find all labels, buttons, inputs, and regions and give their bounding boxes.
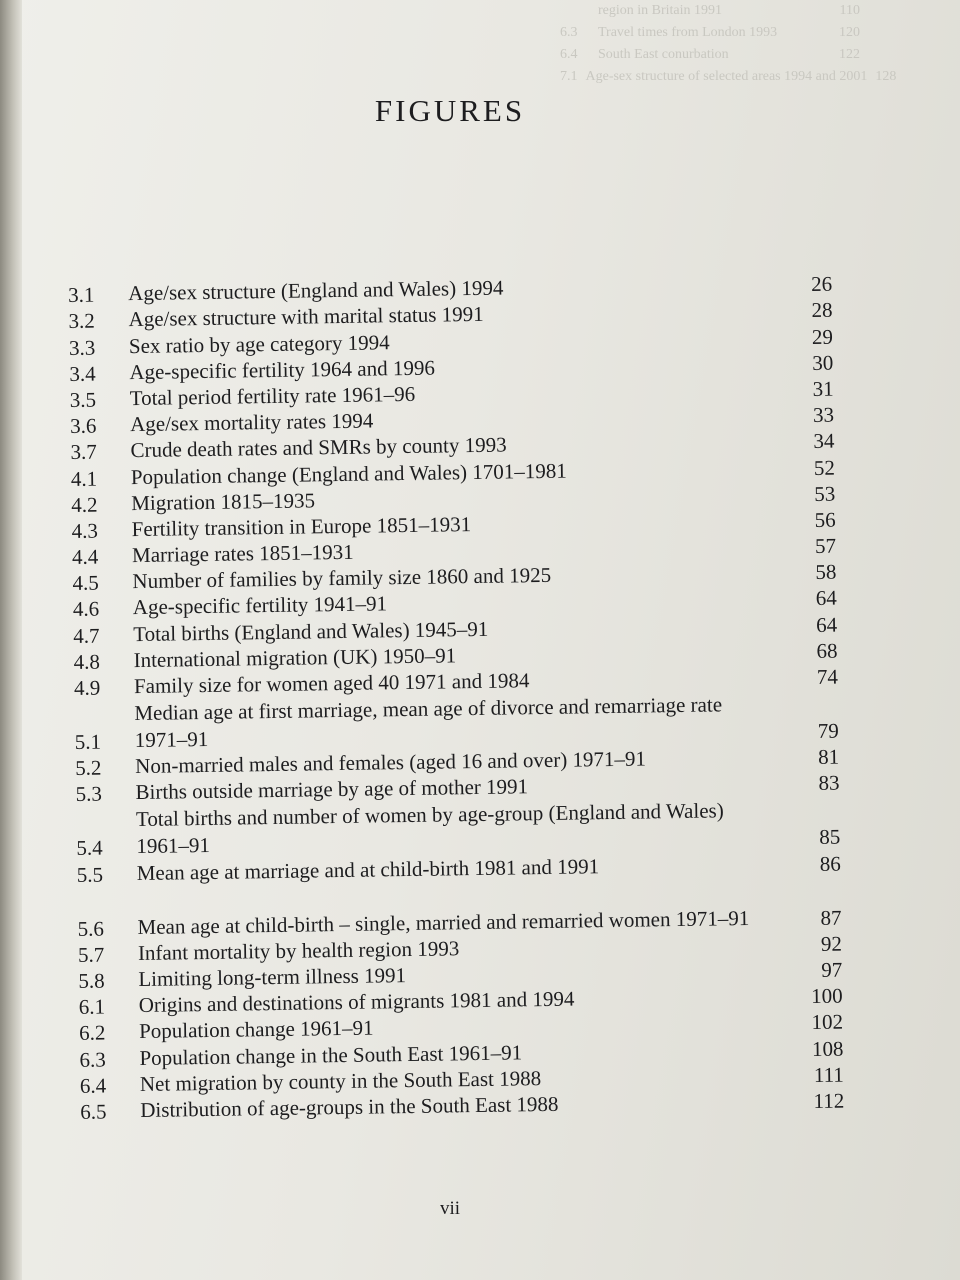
figure-page: 26: [810, 271, 833, 297]
book-gutter: [0, 0, 22, 1280]
bleed-number: 6.3: [560, 25, 578, 40]
figure-page: 81: [817, 744, 840, 770]
figure-title: Non-married males and females (aged 16 and over) 1971–91: [135, 746, 647, 779]
bleed-title: South East conurbation: [598, 47, 729, 62]
figure-title: Total period fertility rate 1961–96: [129, 381, 416, 411]
figure-title: Migration 1815–1935: [131, 488, 316, 515]
figure-number: 4.3: [71, 518, 99, 543]
figure-title: Sex ratio by age category 1994: [128, 329, 390, 358]
figure-number: 3.6: [69, 413, 97, 439]
figure-number: 6.3: [79, 1047, 106, 1072]
figure-page: 87: [820, 905, 842, 930]
figure-number: 3.3: [68, 335, 96, 360]
bleed-number: 7.1: [560, 69, 578, 84]
bleed-title: Age-sex structure of selected areas 1994 and 2001: [585, 69, 868, 84]
figure-page: 92: [820, 931, 843, 956]
figure-title: Age-specific fertility 1964 and 1996: [129, 355, 436, 384]
figure-number: 5.5: [76, 862, 104, 887]
figure-page: 102: [811, 1009, 844, 1035]
figure-page: 68: [816, 638, 838, 663]
figure-title: Distribution of age-groups in the South East 1988: [140, 1091, 559, 1122]
figure-title: Population change (England and Wales) 1701–1981: [130, 458, 567, 489]
bleed-page: 128: [875, 69, 897, 84]
figure-page: 83: [818, 770, 840, 796]
figure-title: Family size for women aged 40 1971 and 1984: [133, 668, 530, 699]
bleed-row: [560, 0, 860, 22]
figure-page: 29: [811, 324, 834, 349]
figure-page: 52: [813, 455, 836, 480]
figure-page: 100: [810, 983, 843, 1009]
figure-title: Mean age at marriage and at child-birth 1981 and 1991: [136, 853, 600, 885]
figure-number: 6.2: [78, 1020, 106, 1046]
figure-title: International migration (UK) 1950–91: [133, 643, 457, 672]
figure-number: 3.5: [69, 387, 97, 412]
figure-page: 64: [815, 612, 838, 637]
figure-title: Age/sex mortality rates 1994: [129, 408, 374, 437]
figure-number: 5.2: [75, 755, 102, 781]
figure-title: Births outside marriage by age of mother 1991: [135, 774, 529, 805]
figure-number: 4.7: [73, 623, 100, 648]
bleed-page: 110: [839, 3, 860, 18]
bleed-title: Travel times from London 1993: [598, 25, 778, 40]
figure-title: Infant mortality by health region 1993: [137, 936, 460, 965]
figure-number: 4.1: [70, 466, 98, 491]
figure-title: Mean age at child-birth – single, married and remarried women 1971–91: [137, 905, 750, 939]
figure-page: 28: [811, 298, 833, 323]
figure-title: Median age at first marriage, mean age of divorce and remarriage rate 1971–91: [134, 692, 723, 753]
figure-title: Age-specific fertility 1941–91: [132, 591, 388, 620]
figure-list: [68, 271, 850, 1125]
bleed-row: [560, 66, 897, 88]
figure-title: Origins and destinations of migrants 1981 and 1994: [138, 986, 575, 1018]
bleed-page: 122: [839, 47, 860, 62]
bleed-row: [560, 44, 860, 66]
figure-page: 86: [819, 851, 841, 876]
figure-number: 4.8: [73, 649, 101, 674]
figure-title: Number of families by family size 1860 and 1925: [132, 563, 552, 594]
bleed-title: region in Britain 1991: [598, 3, 723, 18]
page-number: vii: [439, 1198, 461, 1219]
figure-page: 31: [812, 376, 834, 401]
figure-page: 111: [813, 1062, 845, 1087]
figure-page: 112: [813, 1088, 845, 1113]
figure-title: Limiting long-term illness 1991: [138, 963, 407, 991]
page-heading: FIGURES: [374, 92, 526, 128]
figure-title: Marriage rates 1851–1931: [131, 539, 354, 568]
figure-title: Total births and number of women by age-group (England and Wales) 1961–91: [135, 798, 724, 859]
figure-number: 5.6: [77, 916, 105, 941]
figure-title: Total births (England and Wales) 1945–91: [133, 616, 489, 646]
figure-title: Population change 1961–91: [138, 1015, 374, 1044]
bleed-number: [560, 0, 590, 22]
figure-page: 85: [819, 824, 841, 850]
figure-page: 33: [812, 402, 835, 428]
figure-title: Age/sex structure with marital status 1991: [128, 302, 484, 332]
figure-number: 5.7: [77, 942, 105, 967]
figure-number: 6.5: [80, 1099, 107, 1124]
figure-number: 4.2: [71, 492, 98, 517]
figure-page: 56: [814, 507, 836, 532]
figure-number: 5.8: [78, 968, 105, 993]
bleed-number: 6.4: [560, 47, 578, 62]
figure-number: 5.3: [75, 781, 103, 807]
figure-page: 79: [817, 718, 839, 743]
figure-number: 3.7: [70, 439, 97, 465]
bleed-row: [560, 22, 860, 44]
figure-page: 53: [814, 481, 836, 506]
figure-number: 6.1: [78, 994, 106, 1020]
figure-number: 3.4: [69, 361, 96, 386]
figure-title: Population change in the South East 1961–91: [139, 1039, 523, 1070]
figure-page: 30: [812, 350, 834, 375]
figure-number: 6.4: [79, 1073, 107, 1098]
figure-number: 4.5: [72, 570, 99, 596]
figure-page: 64: [815, 586, 837, 611]
figure-page: 74: [816, 664, 839, 689]
figure-page: 57: [814, 533, 837, 559]
figure-page: 108: [811, 1036, 844, 1061]
bleed-page: 120: [839, 25, 860, 40]
figure-page: 97: [821, 957, 843, 982]
figure-number: 5.4: [76, 835, 103, 861]
figure-title: Crude death rates and SMRs by county 1993: [130, 432, 507, 463]
figure-page: 58: [815, 559, 837, 585]
figure-title: Net migration by county in the South East 1988: [139, 1065, 542, 1096]
figure-number: 4.9: [73, 675, 101, 700]
figure-number: 3.2: [68, 308, 96, 334]
figure-number: 4.4: [71, 544, 99, 570]
figure-page: 34: [813, 428, 835, 454]
figure-number: 5.1: [74, 729, 102, 754]
figure-title: Fertility transition in Europe 1851–1931: [131, 511, 472, 541]
figure-title: Age/sex structure (England and Wales) 1994: [127, 275, 504, 306]
figure-number: 3.1: [68, 282, 95, 308]
figure-number: 4.6: [72, 597, 100, 622]
